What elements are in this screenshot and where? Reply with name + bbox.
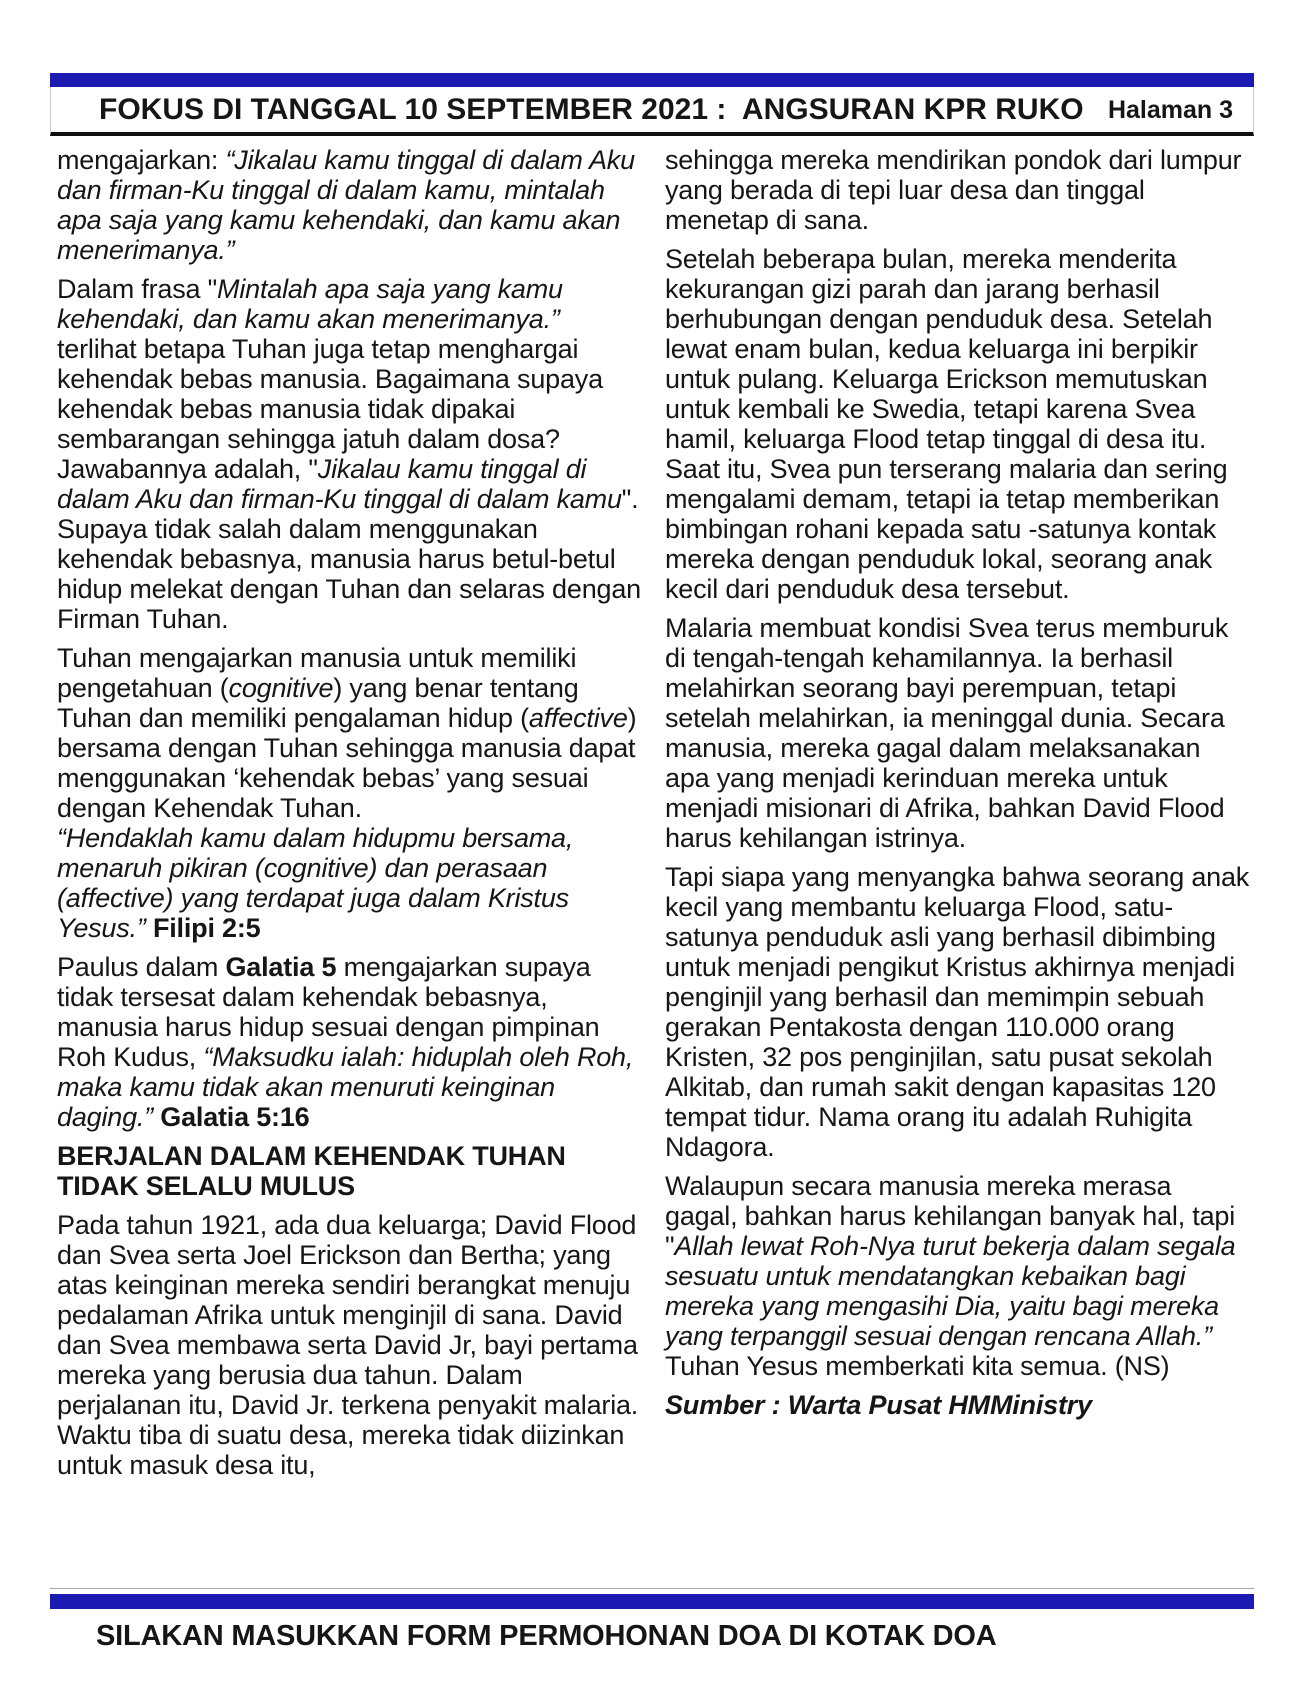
text-run: Mintalah apa saja yang kamu kehendaki, dan kamu akan menerimanya.”	[57, 274, 563, 334]
page-footer	[50, 1588, 1254, 1653]
section-heading	[57, 1141, 642, 1201]
paragraph	[57, 952, 642, 1132]
text-run: Tapi siapa yang menyangka bahwa seorang anak kecil yang membantu keluarga Flood, satu-satunya penduduk asli yang berhasil dibimbing untuk menjadi pengikut Kristus akhirnya menjadi penginjil yang berhasil dan memimpin sebuah gerakan Pentakosta dengan 110.000 orang Kristen, 32 pos penginjilan, satu pusat sekolah Alkitab, dan rumah sakit dengan kapasitas 120 tempat tidur. Nama orang itu adalah Ruhigita Ndagora.	[665, 862, 1250, 1162]
page-number-label: Halaman 3	[1107, 95, 1233, 124]
paragraph	[665, 145, 1250, 235]
text-run: BERJALAN DALAM KEHENDAK TUHAN	[57, 1141, 566, 1171]
header-title-row	[50, 87, 1254, 136]
text-run: ) bersama dengan Tuhan sehingga manusia dapat menggunakan ‘kehendak bebas’ yang sesuai dengan Kehendak Tuhan.	[57, 703, 637, 823]
text-run: Pada tahun 1921, ada dua keluarga; David Flood dan Svea serta Joel Erickson dan Bertha; yang atas keinginan mereka sendiri berangkat menuju pedalaman Afrika untuk menginjil di sana. David dan Svea membawa serta David Jr, bayi pertama mereka yang berusia dua tahun. Dalam perjalanan itu, David Jr. terkena penyakit malaria. Waktu tiba di suatu desa, mereka tidak diizinkan untuk masuk desa itu,	[57, 1210, 639, 1480]
text-run: mengajarkan:	[57, 145, 226, 175]
article-body	[57, 145, 1250, 1489]
article-column-left	[57, 145, 642, 1489]
text-run: ) yang benar tentang Tuhan dan memiliki pengalaman hidup (	[57, 673, 579, 733]
paragraph	[665, 862, 1250, 1162]
text-run: sehingga mereka mendirikan pondok dari lumpur yang berada di tepi luar desa dan tinggal menetap di sana.	[665, 145, 1242, 235]
footer-accent-bar	[50, 1594, 1254, 1609]
text-run: terlihat betapa Tuhan juga tetap menghargai kehendak bebas manusia. Bagaimana supaya kehendak bebas manusia tidak dipakai sembarangan sehingga jatuh dalam dosa? Jawabannya adalah, "	[57, 334, 603, 484]
source-credit	[665, 1390, 1250, 1420]
text-run: mengajarkan supaya tidak tersesat dalam kehendak bebasnya, manusia harus hidup sesuai dengan pimpinan Roh Kudus,	[57, 952, 600, 1072]
text-run: Setelah beberapa bulan, mereka menderita kekurangan gizi parah dan jarang berhasil berhubungan dengan penduduk desa. Setelah lewat enam bulan, kedua keluarga ini berpikir untuk pulang. Keluarga Erickson memutuskan untuk kembali ke Swedia, tetapi karena Svea hamil, keluarga Flood tetap tinggal di desa itu. Saat itu, Svea pun terserang malaria dan sering mengalami demam, tetapi ia tetap memberikan bimbingan rohani kepada satu -satunya kontak mereka dengan penduduk lokal, seorang anak kecil dari penduduk desa tersebut.	[665, 244, 1228, 604]
text-run: Tuhan Yesus memberkati kita semua. (NS)	[665, 1351, 1170, 1381]
paragraph	[665, 613, 1250, 853]
page-title: FOKUS DI TANGGAL 10 SEPTEMBER 2021 : ANGSURAN KPR RUKO	[99, 93, 1084, 126]
text-run: Jikalau kamu tinggal di dalam Aku dan firman-Ku tinggal di dalam kamu	[57, 454, 622, 514]
text-run: cognitive	[228, 673, 334, 703]
text-run: TIDAK SELALU MULUS	[57, 1171, 355, 1201]
text-run: Walaupun secara manusia mereka merasa gagal, bahkan harus kehilangan banyak hal, tapi "	[665, 1171, 1236, 1261]
text-run: “Maksudku ialah: hiduplah oleh Roh, maka kamu tidak akan menuruti keinginan daging.”	[57, 1042, 634, 1132]
text-run: Sumber : Warta Pusat HMMinistry	[665, 1390, 1092, 1420]
paragraph	[57, 1210, 642, 1480]
paragraph	[665, 1171, 1250, 1381]
text-run: affective	[528, 703, 628, 733]
text-run: “Jikalau kamu tinggal di dalam Aku dan firman-Ku tinggal di dalam kamu, mintalah apa saja yang kamu kehendaki, dan kamu akan menerimanya.”	[57, 145, 635, 265]
paragraph	[57, 145, 642, 265]
text-run: Allah lewat Roh-Nya turut bekerja dalam segala sesuatu untuk mendatangkan kebaikan bagi mereka yang mengasihi Dia, yaitu bagi mereka yang terpanggil sesuai dengan rencana Allah.”	[665, 1231, 1236, 1351]
paragraph	[665, 244, 1250, 604]
article-column-right	[665, 145, 1250, 1489]
header-accent-bar	[50, 73, 1254, 87]
text-run: “Hendaklah kamu dalam hidupmu bersama, menaruh pikiran (cognitive) dan perasaan (affective) yang terdapat juga dalam Kristus Yesus.”	[57, 823, 574, 943]
footer-divider	[50, 1588, 1254, 1589]
footer-notice: SILAKAN MASUKKAN FORM PERMOHONAN DOA DI KOTAK DOA	[96, 1620, 997, 1652]
text-run: Paulus dalam	[57, 952, 226, 982]
paragraph	[57, 643, 642, 823]
paragraph	[57, 823, 642, 943]
text-run: Malaria membuat kondisi Svea terus memburuk di tengah-tengah kehamilannya. Ia berhasil melahirkan seorang bayi perempuan, tetapi setelah melahirkan, ia meninggal dunia. Secara manusia, mereka gagal dalam melaksanakan apa yang menjadi kerinduan mereka untuk menjadi misionari di Afrika, bahkan David Flood harus kehilangan istrinya.	[665, 613, 1229, 853]
text-run: Filipi 2:5	[152, 913, 261, 943]
text-run: Galatia 5	[225, 952, 337, 982]
text-run: Galatia 5:16	[160, 1102, 310, 1132]
text-run: ". Supaya tidak salah dalam menggunakan kehendak bebasnya, manusia harus betul-betul hidup melekat dengan Tuhan dan selaras dengan Firman Tuhan.	[57, 484, 641, 634]
paragraph	[57, 274, 642, 634]
text-run: Dalam frasa "	[57, 274, 218, 304]
text-run: Tuhan mengajarkan manusia untuk memiliki pengetahuan (	[57, 643, 577, 703]
page-header	[50, 73, 1254, 136]
